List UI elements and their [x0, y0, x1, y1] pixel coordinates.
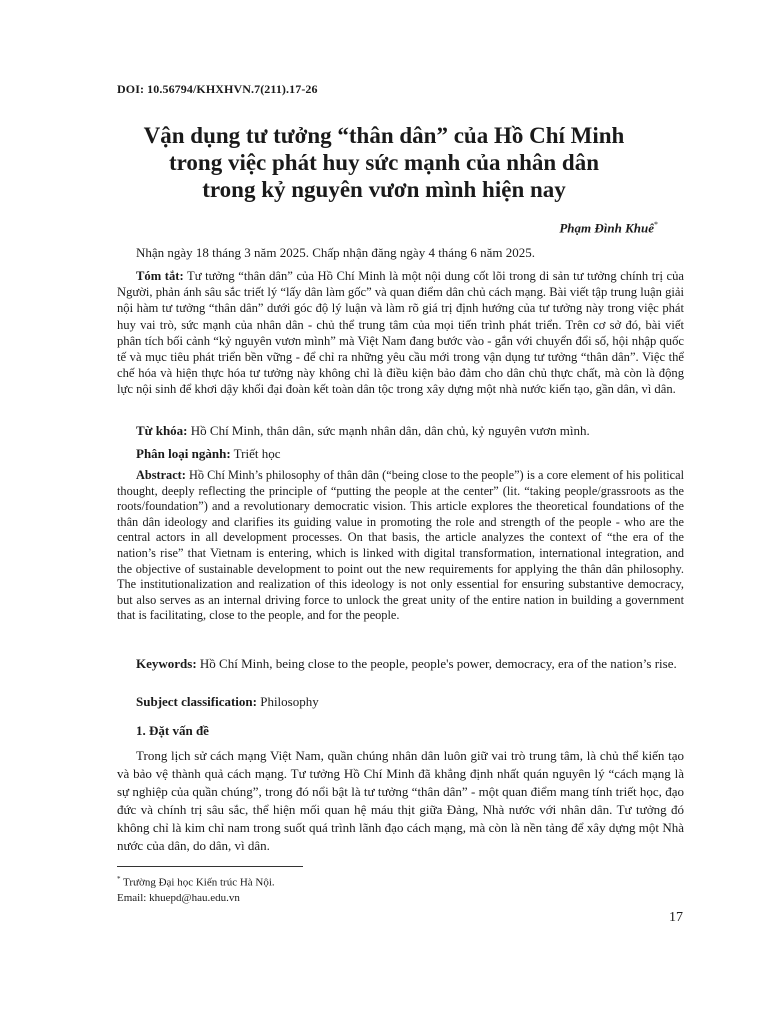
field-en-label: Subject classification:	[136, 694, 257, 709]
field-vi-text: Triết học	[230, 446, 281, 461]
article-title	[100, 122, 668, 203]
intro-text: Trong lịch sử cách mạng Việt Nam, quần chúng nhân dân luôn giữ vai trò trung tâm, là chủ thể kiến tạo và bảo vệ thành quả cách mạng. Tư tưởng Hồ Chí Minh đã khẳng định nhất quán nguyên lý “cách mạng là sự nghiệp của quần chúng”, trong đó nổi bật là tư tưởng “thân dân” - một quan điểm mang tính triết học, đạo đức và chính trị sâu sắc, thể hiện mối quan hệ máu thịt giữa Đảng, Nhà nước với nhân dân. Tư tưởng đó không chỉ là kim chỉ nam trong suốt quá trình lãnh đạo cách mạng, mà còn là nền tảng để xây dựng một Nhà nước của dân, do dân, vì dân.	[117, 748, 684, 853]
abstract-english	[117, 468, 684, 624]
keywords-english	[117, 656, 684, 672]
field-vietnamese	[117, 446, 684, 462]
footnote-divider	[117, 866, 303, 867]
keywords-vi-label: Từ khóa:	[136, 423, 188, 438]
keywords-vietnamese	[117, 423, 684, 439]
keywords-en-text: Hồ Chí Minh, being close to the people, people's power, democracy, era of the nation’s rise.	[196, 656, 677, 671]
field-english	[117, 694, 684, 710]
received-text: Nhận ngày 18 tháng 3 năm 2025. Chấp nhận đăng ngày 4 tháng 6 năm 2025.	[136, 245, 535, 260]
footnote-email: Email: khuepd@hau.edu.vn	[117, 891, 240, 904]
footnote	[117, 872, 517, 906]
abstract-vi-label: Tóm tắt:	[136, 269, 184, 283]
author-footnote-mark: *	[654, 220, 658, 229]
author-name: Phạm Đình Khuê	[559, 220, 654, 236]
field-en-text: Philosophy	[256, 694, 319, 709]
title-line-1: Vận dụng tư tưởng “thân dân” của Hồ Chí Minh	[143, 123, 625, 148]
abstract-en-text: Hồ Chí Minh’s philosophy of thân dân (“being close to the people”) is a core element of his political thought, deeply reflecting the principle of “putting the people at the center” (lit. “taking people/grassroots as the roots/foundation”) and a revolutionary democratic vision. This article explores the theoretical foundations of the thân dân ideology and clarifies its guiding value in promoting the role and strength of the people - who are the central actors in all development processes. On that basis, the article analyzes the context of “the era of the nation’s rise” that Vietnam is entering, which is linked with digital transformation, international integration, and the objective of sustainable development to point out the new requirements for applying the thân dân philosophy. The institutionalization and realization of this ideology is not only essential for ensuring substantive democracy, but also serves as an internal driving force to unlock the great unity of the entire nation in building a government that is facilitating, close to the people, and for the people.	[117, 468, 684, 623]
section-1	[117, 723, 684, 739]
section-1-heading: 1. Đặt vấn đề	[136, 723, 209, 738]
field-vi-label: Phân loại ngành:	[136, 446, 231, 461]
abstract-en-label: Abstract:	[136, 468, 186, 482]
abstract-vietnamese	[117, 268, 684, 398]
title-line-2: trong việc phát huy sức mạnh của nhân dân	[168, 150, 600, 175]
footnote-mark: *	[117, 875, 121, 883]
keywords-en-label: Keywords:	[136, 656, 197, 671]
doi-line: DOI: 10.56794/KHXHVN.7(211).17-26	[117, 82, 318, 96]
received-dates	[117, 245, 684, 261]
keywords-vi-text: Hồ Chí Minh, thân dân, sức mạnh nhân dân, dân chủ, kỷ nguyên vươn mình.	[187, 423, 590, 438]
author	[559, 220, 658, 236]
title-line-3: trong kỷ nguyên vươn mình hiện nay	[202, 177, 566, 202]
introduction-paragraph	[117, 747, 684, 855]
footnote-affiliation: Trường Đại học Kiến trúc Hà Nội.	[120, 876, 275, 889]
page-number: 17	[669, 910, 683, 925]
abstract-vi-text: Tư tưởng “thân dân” của Hồ Chí Minh là một nội dung cốt lõi trong di sản tư tưởng chính trị của Người, phản ánh sâu sắc triết lý “lấy dân làm gốc” và quan điểm dân chủ cách mạng. Bài viết tập trung luận giải nội hàm tư tưởng “thân dân” dưới góc độ lý luận và làm rõ giá trị định hướng của tư tưởng này trong việc phát huy vai trò, sức mạnh của nhân dân - chủ thể trung tâm của mọi tiến trình phát triển. Trên cơ sở đó, bài viết phân tích bối cảnh “kỷ nguyên vươn mình” mà Việt Nam đang bước vào - gắn với chuyển đổi số, hội nhập quốc tế và mục tiêu phát triển bền vững - để chỉ ra những yêu cầu mới trong vận dụng tư tưởng “thân dân”. Việc thể chế hóa và hiện thực hóa tư tưởng này không chỉ là điều kiện bảo đảm cho dân chủ thực chất, mà còn là động lực nội sinh để khơi dậy khối đại đoàn kết toàn dân tộc trong xây dựng một nhà nước kiến tạo, gần dân, vì dân.	[117, 269, 684, 397]
